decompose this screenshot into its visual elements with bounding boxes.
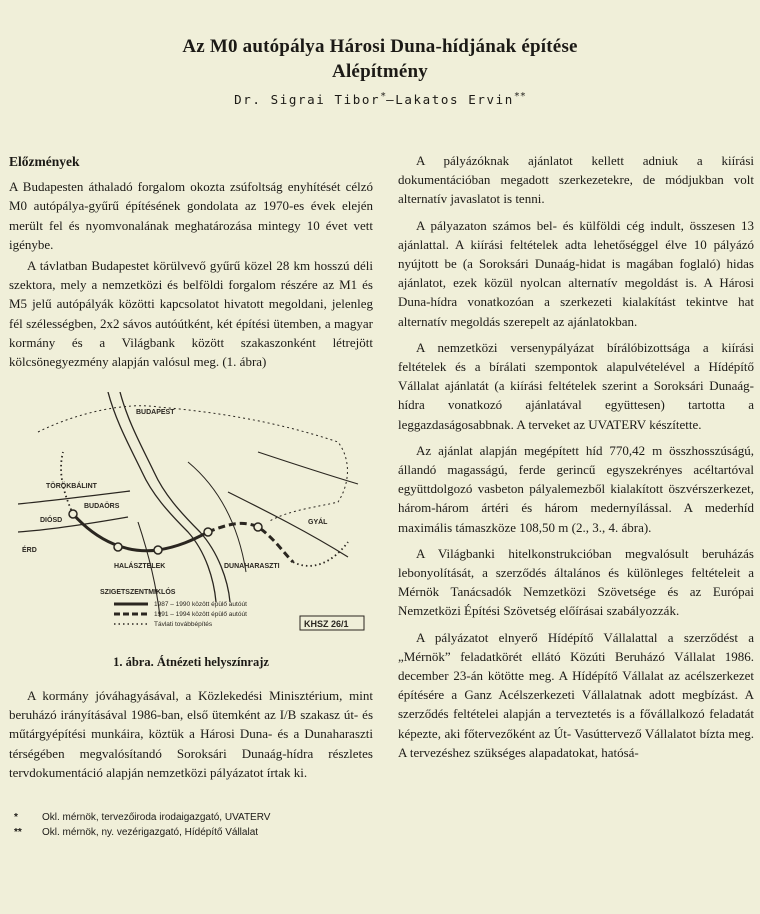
article-title-line1: Az M0 autópálya Hárosi Duna-hídjának építése [182,36,578,57]
map-label: BUDAÖRS [84,503,120,510]
right-column [398,151,754,769]
map-label: HALÁSZTELEK [114,563,166,570]
footnote-text: Okl. mérnök, ny. vezérigazgató, Hídépítő Vállalat [42,827,259,838]
author-line [0,91,760,107]
footnote [14,825,394,840]
footnote-mark-1: * [380,91,387,102]
m0-phase2 [208,523,293,562]
footnote [14,810,394,825]
paragraph: A Világbanki hitelkonstrukcióban megvalósult beruházás lebonyolítását, a szerződés általános és különleges feltételeit a Mérnök Tanácsadók Nemzetközi Szövetsége és az Európai Nemzetközi Építési Szövetség előírásai szabályozzák. [398,545,754,619]
paragraph: A kormány jóváhagyásával, a Közlekedési Minisztérium, mint beruházó irányításával 1986-ban, első ütemként az I/B szakasz út- és műtárgyépítési munkáira, köztük a Hárosi Duna- és a Dunaharaszti térségében megvalósítandó Soroksári Dunaág-hídra részletes tervdokumentáció alapján nemzetközi pályázatot írtak ki. [9,688,373,780]
paragraph: A távlatban Budapestet körülvevő gyűrű közel 28 km hosszú déli szektora, mely a nemzetközi és belföldi forgalom részére az M1 és M5 jelű autópályák közötti kapcsolatot hivatott megoldani, jelenleg fél szélességben, 2x2 sávos autóútként, két építési ütemben, a magyar kormány és a Világbank között szakaszonként létrejött kölcsönegyezmény alapján valósul meg. (1. ábra) [9,258,373,370]
map-label: DUNAHARASZTI [224,563,280,570]
figure-caption: 1. ábra. Átnézeti helyszínrajz [113,655,269,669]
road-m7 [18,517,128,532]
site-overview-map [18,392,370,644]
footnotes [14,810,394,840]
legend-label: Távlati továbbépítés [154,621,213,628]
footnote-mark: * [14,812,18,823]
paragraph: A Budapesten áthaladó forgalom okozta zsúfoltság enyhítését célzó M0 autópálya-gyűrű építésének gondolata az 1970-es évek elején merült fel és nyomvonalának meghatározása mintegy 10 évet vett igénybe. [9,179,373,252]
junction-marker [154,546,162,554]
junction-marker [114,543,122,551]
section-heading: Előzmények [9,154,80,169]
junction-marker [254,523,262,531]
danube-east-bank [120,392,230,602]
road-4 [258,452,358,484]
soroksar-arm [188,462,246,572]
author-name-2: Lakatos Ervin [395,92,514,108]
paragraph: A pályázatot elnyerő Hídépítő Vállalattal a szerződést a „Mérnök” feladatkörét ellátó Közúti Beruházó Vállalat 1986. december 23-án kötötte meg. A Hídépítő Vállalat az acélszerkezet építésére a Ganz Acélszerkezeti Vállalatnak adott megbízást. A szerződés feltételei alapján a terveztetés is a fővállalkozó feladatát képezte, aki főtervezőként az Út- Vasúttervező Vállalatot bízta meg. A tervezéshez szükséges alapadatokat, hatósá- [398,629,754,760]
map-legend [114,604,148,624]
footnote-text: Okl. mérnök, tervezőiroda irodaigazgató, UVATERV [42,812,271,823]
map-label: ÉRD [22,547,37,554]
left-column-continued [9,686,373,784]
map-label: SZIGETSZENTMIKLÓS [100,589,176,596]
legend-label: 1987 – 1990 között épülő autóút [154,601,247,608]
legend-label: 1991 – 1994 között épülő autóút [154,611,247,618]
left-column [9,150,373,373]
danube-west-bank [108,392,216,602]
stamp-label: KHSZ 26/1 [304,619,349,629]
author-name-1: Dr. Sigrai Tibor [234,92,381,108]
paragraph: Az ajánlat alapján megépített híd 770,42 m összhosszúságú, állandó magasságú, ferde gerincű egyszekrényes acéltartóval együttdolgozó vasbeton pályalemezből kialakított öszvérszerkezet, három-három ártéri és három medernyílással. A mederhíd maximális támaszköze 108,50 m (2., 3., 4. ábra). [398,442,754,535]
map-label: GYÁL [308,519,328,526]
author-separator: – [386,92,396,108]
paragraph: A nemzetközi versenypályázat bírálóbizottsága a kiírási feltételek és a bírálati szempontok alapulvételével a Hídépítő Vállalat ajánlatát (a kiírási feltételek szerint a Soroksári Dunaág-hídra vonatkozó ajánlatával együttesen) tartotta a leggazdaságosabbnak. A terveket az UVATERV készítette. [398,339,754,432]
map-label: BUDAPEST [136,409,175,416]
paragraph: A pályázóknak ajánlatot kellett adniuk a kiírási dokumentációban megadott szerkezetekre, de módjukban volt alternatív javaslatot is tenni. [398,153,754,207]
m0-future-east [293,542,348,566]
junction-marker [204,528,212,536]
map-label: TÖRÖKBÁLINT [46,483,97,490]
map-label: DIÓSD [40,517,63,524]
article-header [0,34,760,107]
junction-marker [69,510,77,518]
footnote-mark-2: ** [513,91,526,102]
footnote-mark: ** [14,827,22,838]
paragraph: A pályazaton számos bel- és külföldi cég indult, összesen 13 ajánlattal. A kiírási feltételek adta lehetőséggel élve 10 pályázó nyújtott be (a Soroksári Dunaág-hidat is magában foglaló) hidas ajánlatot, ezek közül nyolcan alternatív megoldást is. A Hárosi Duna-hídra vonatkozóan a szerkezeti kialakítást tekintve hat alternatív megoldás szerepelt az ajánlatokban. [398,217,754,329]
article-title-line2: Alépítmény [332,61,428,82]
